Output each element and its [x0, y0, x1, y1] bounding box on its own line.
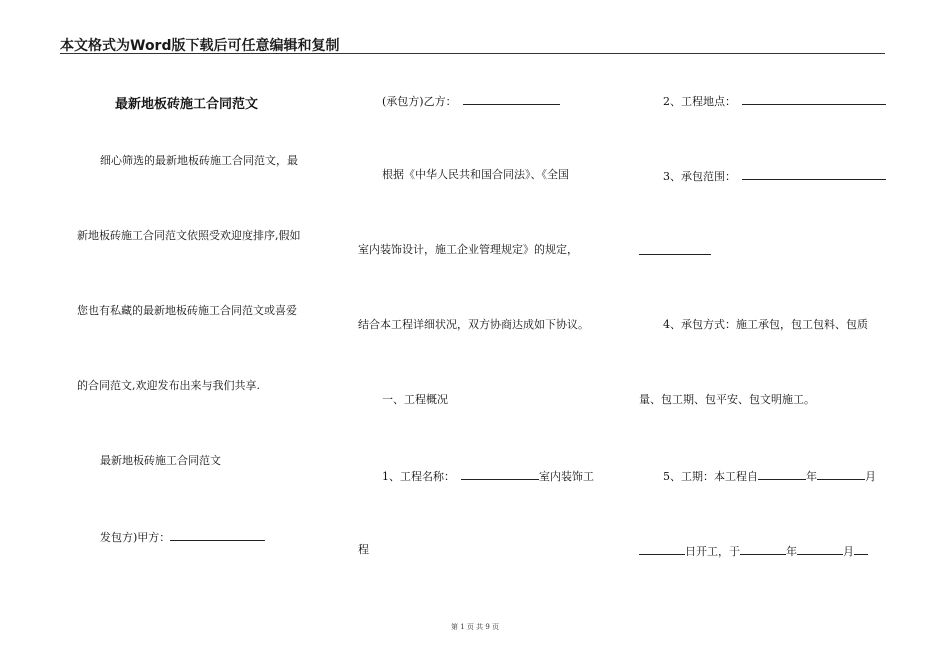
end-year-blank	[740, 543, 786, 555]
party-a-line	[100, 529, 265, 545]
project-location-line	[663, 93, 886, 109]
paragraph-line: 您也有私藏的最新地板砖施工合同范文或喜爱	[77, 304, 297, 317]
page-header-title: 本文格式为Word版下载后可任意编辑和复制	[60, 38, 340, 54]
party-b-label: (承包方)乙方：	[382, 95, 457, 108]
paragraph-line: 新地板砖施工合同范文依照受欢迎度排序,假如	[77, 229, 301, 242]
scope-continuation-blank	[639, 243, 711, 255]
section-heading: 一、工程概况	[382, 393, 448, 406]
party-a-blank	[170, 529, 265, 541]
header-divider	[60, 53, 885, 54]
scope-label: 3、承包范围：	[663, 170, 736, 183]
project-location-label: 2、工程地点：	[663, 95, 736, 108]
scope-continuation-line	[639, 243, 711, 259]
paragraph-line: 室内装饰设计，施工企业管理规定》的规定，	[358, 243, 578, 256]
end-year-label: 年	[786, 545, 797, 558]
paragraph-line: 根据《中华人民共和国合同法》、《全国	[382, 168, 569, 181]
duration-line	[663, 468, 876, 484]
project-name-blank	[461, 468, 539, 480]
project-location-blank	[742, 93, 886, 105]
page-footer: 第 1 页 共 9 页	[450, 623, 500, 631]
start-year-blank	[758, 468, 806, 480]
party-a-label: 发包方)甲方：	[100, 531, 171, 544]
paragraph-line: 的合同范文,欢迎发布出来与我们共享.	[77, 379, 260, 392]
paragraph-line: 量、包工期、包平安、包文明施工。	[639, 393, 815, 406]
start-day-blank	[639, 543, 685, 555]
start-month-blank	[817, 468, 865, 480]
duration-label: 5、工期：本工程自	[663, 470, 758, 483]
scope-blank	[742, 168, 886, 180]
end-month-label: 月	[843, 545, 854, 558]
project-name-value: 室内装饰工	[539, 470, 594, 483]
paragraph-line: 细心筛选的最新地板砖施工合同范文，最	[100, 154, 298, 167]
document-title: 最新地板砖施工合同范文	[115, 97, 259, 112]
end-day-blank	[854, 543, 868, 555]
project-name-line	[382, 468, 594, 484]
paragraph-line: 4、承包方式：施工承包，包工包料、包质	[663, 318, 868, 331]
month-label: 月	[865, 470, 876, 483]
paragraph-line: 程	[358, 543, 369, 556]
start-day-label: 日开工，于	[685, 545, 740, 558]
scope-line	[663, 168, 886, 184]
duration-continuation-line	[639, 543, 868, 559]
party-b-blank	[463, 93, 560, 105]
end-month-blank	[797, 543, 843, 555]
party-b-line	[382, 93, 560, 109]
paragraph-line: 结合本工程详细状况，双方协商达成如下协议。	[358, 318, 589, 331]
section-heading: 最新地板砖施工合同范文	[100, 454, 221, 467]
project-name-label: 1、工程名称：	[382, 470, 455, 483]
year-label: 年	[806, 470, 817, 483]
